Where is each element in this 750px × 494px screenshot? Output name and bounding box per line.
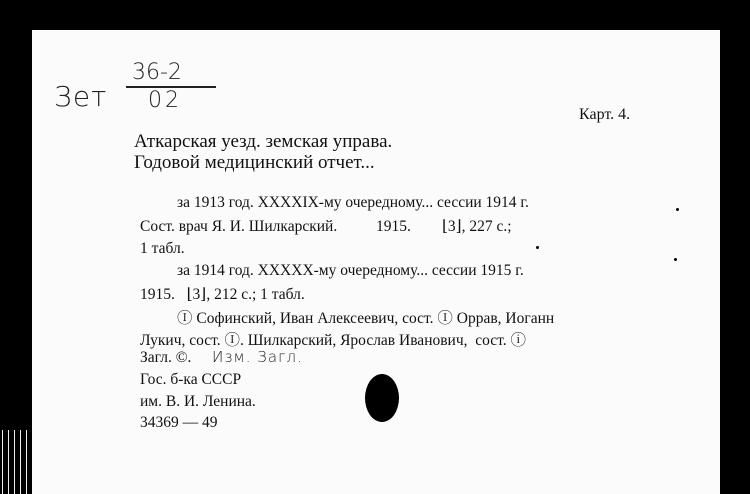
handwritten-fraction-bottom: 02 bbox=[148, 88, 182, 113]
title-line-2: Годовой медицинский отчет... bbox=[134, 152, 375, 173]
title-change-label: Загл. ©. bbox=[140, 349, 192, 366]
speck bbox=[676, 208, 679, 211]
library-line-2: им. В. И. Ленина. bbox=[140, 393, 256, 410]
scan-edge-noise bbox=[0, 430, 32, 494]
title-line-1: Аткарская уезд. земская управа. bbox=[134, 131, 393, 152]
handwritten-title-change: Изм. Загл. bbox=[212, 348, 303, 366]
persons-line-1: Ⓘ Софинский, Иван Алексеевич, сост. Ⓘ Оррав, Иоганн bbox=[177, 310, 555, 327]
punch-hole bbox=[365, 374, 399, 422]
entry-line-3: 1 табл. bbox=[140, 240, 185, 257]
scan-border-right bbox=[720, 30, 750, 494]
entry-line-4: за 1914 год. XXXXX-му очередному... сессии 1915 г. bbox=[177, 262, 524, 279]
entry-line-2: Сост. врач Я. И. Шилкарский. 1915. ⌊3⌋, 227 с.; bbox=[140, 218, 512, 235]
entry-line-5: 1915. ⌊3⌋, 212 с.; 1 табл. bbox=[140, 286, 305, 303]
library-line-1: Гос. б-ка СССР bbox=[140, 371, 242, 388]
handwritten-fraction-top: 36-2 bbox=[132, 60, 182, 85]
speck bbox=[674, 258, 677, 261]
handwritten-code: Зет bbox=[54, 80, 108, 113]
card-number: Карт. 4. bbox=[579, 106, 631, 123]
entry-line-1: за 1913 год. XXXXIX-му очередному... сессии 1914 г. bbox=[177, 194, 529, 211]
speck bbox=[536, 246, 539, 249]
library-number: 34369 — 49 bbox=[140, 414, 218, 431]
persons-line-2: Лукич, сост. Ⓘ. Шилкарский, Ярослав Иванович, сост. ⓘ bbox=[140, 332, 527, 349]
